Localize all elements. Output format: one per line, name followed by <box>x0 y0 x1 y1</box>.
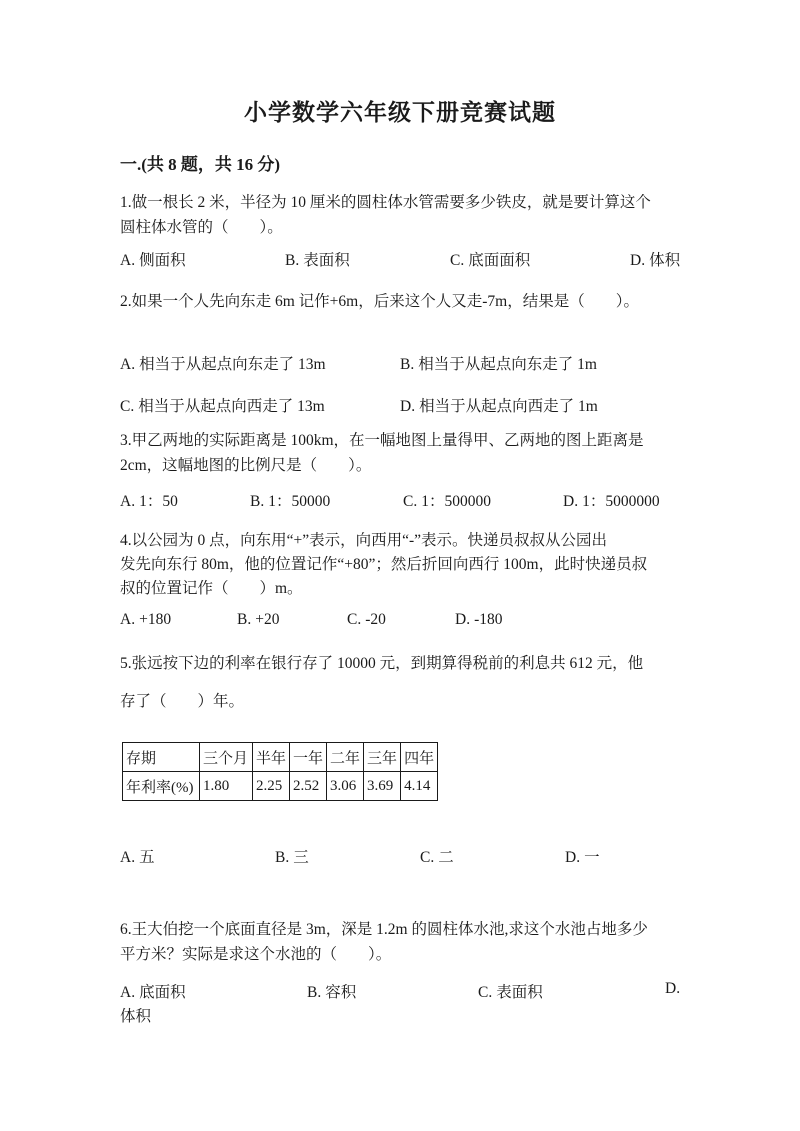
option-text: 底面积 <box>139 984 186 1001</box>
option-label: B. <box>307 984 322 1001</box>
question-5-text-line-1 <box>120 651 686 676</box>
option-a <box>120 845 155 867</box>
option-label: C. <box>120 398 135 415</box>
option-label: D. <box>630 252 646 269</box>
option-c <box>420 845 454 867</box>
option-label: A. <box>120 252 136 269</box>
table-cell-rate: 3.69 <box>364 772 401 801</box>
option-b <box>400 352 597 374</box>
option-text: 五 <box>139 849 155 866</box>
table-cell-rate: 2.25 <box>253 772 290 801</box>
question-1-options <box>120 248 686 270</box>
option-text: -20 <box>365 611 386 628</box>
option-d <box>565 845 600 867</box>
section-heading: 一.(共 8 题，共 16 分) <box>120 155 281 174</box>
option-label: B. <box>275 849 290 866</box>
option-label: D. <box>565 849 581 866</box>
option-text: 表面积 <box>496 984 543 1001</box>
table-header-row <box>123 743 438 772</box>
option-text: 侧面积 <box>139 252 186 269</box>
table-cell-rate: 3.06 <box>327 772 364 801</box>
page-title: 小学数学六年级下册竞赛试题 <box>244 100 556 125</box>
question-4-options <box>120 611 686 633</box>
table-cell-header: 四年 <box>401 743 438 772</box>
option-label: D. <box>455 611 471 628</box>
table-cell-rate: 2.52 <box>290 772 327 801</box>
option-label: C. <box>478 984 493 1001</box>
option-text: -180 <box>474 611 503 628</box>
question-2-options-row-1 <box>120 352 686 374</box>
interest-rate-table <box>122 742 438 801</box>
option-text: 相当于从起点向西走了 1m <box>419 398 598 415</box>
option-b <box>237 611 279 629</box>
question-2-text <box>120 289 686 314</box>
question-6-text <box>120 917 686 967</box>
question-3-options <box>120 489 686 511</box>
option-a <box>120 248 186 270</box>
table-cell-header: 一年 <box>290 743 327 772</box>
option-label: A. <box>120 984 136 1001</box>
option-label: D. <box>563 493 579 510</box>
question-6-options <box>120 980 686 1028</box>
option-a <box>120 489 178 511</box>
question-5-text-line-2 <box>120 689 686 714</box>
option-label: B. <box>400 356 415 373</box>
option-c <box>120 394 325 416</box>
option-text: 相当于从起点向西走了 13m <box>138 398 325 415</box>
option-label: D. <box>400 398 416 415</box>
table-cell-header: 半年 <box>253 743 290 772</box>
question-line: 6.王大伯挖一个底面直径是 3m，深是 1.2m 的圆柱体水池,求这个水池占地多少 <box>120 921 648 938</box>
option-text: +20 <box>255 611 280 628</box>
option-text: 容积 <box>325 984 357 1001</box>
table-cell-header: 三年 <box>364 743 401 772</box>
option-d <box>630 248 680 270</box>
question-line: 1.做一根长 2 米，半径为 10 厘米的圆柱体水管需要多少铁皮，就是要计算这个 <box>120 194 651 211</box>
option-text: 体积 <box>649 252 681 269</box>
option-text: 三 <box>293 849 309 866</box>
table-cell-deposit-term: 存期 <box>123 743 200 772</box>
option-text: 1：5000000 <box>582 493 660 510</box>
table-cell-header: 二年 <box>327 743 364 772</box>
option-label: B. <box>237 611 252 628</box>
option-label: A. <box>120 493 136 510</box>
option-c <box>478 980 543 1002</box>
option-text: 1：50000 <box>268 493 331 510</box>
option-d-text-wrapped: 体积 <box>120 1008 152 1025</box>
option-text: 二 <box>438 849 454 866</box>
option-label: B. <box>285 252 300 269</box>
question-line: 4.以公园为 0 点，向东用“+”表示，向西用“-”表示。快递员叔叔从公园出 <box>120 532 608 549</box>
question-1-text <box>120 190 686 240</box>
option-a <box>120 980 186 1002</box>
option-label: C. <box>403 493 418 510</box>
option-label: A. <box>120 611 136 628</box>
option-text: 1：500000 <box>421 493 491 510</box>
option-c <box>347 611 386 629</box>
option-text: 一 <box>584 849 600 866</box>
question-line: 圆柱体水管的（ ）。 <box>120 219 283 236</box>
option-label: C. <box>347 611 362 628</box>
question-line: 2cm，这幅地图的比例尺是（ ）。 <box>120 457 372 474</box>
option-d <box>400 394 598 416</box>
question-3-text <box>120 428 686 478</box>
table-rate-row <box>123 772 438 801</box>
question-line: 发先向东行 80m，他的位置记作“+80”；然后折回向西行 100m，此时快递员叔 <box>120 556 648 573</box>
option-b <box>275 845 309 867</box>
table-cell-rate: 1.80 <box>200 772 253 801</box>
question-line: 2.如果一个人先向东走 6m 记作+6m，后来这个人又走-7m，结果是（ ）。 <box>120 293 639 310</box>
option-text: 相当于从起点向东走了 1m <box>418 356 597 373</box>
question-line: 3.甲乙两地的实际距离是 100km，在一幅地图上量得甲、乙两地的图上距离是 <box>120 432 644 449</box>
option-label: A. <box>120 849 136 866</box>
option-text: 底面面积 <box>468 252 531 269</box>
option-text: 相当于从起点向东走了 13m <box>139 356 326 373</box>
option-b <box>285 248 350 270</box>
question-2-options-row-2 <box>120 394 686 416</box>
option-text: 1：50 <box>139 493 178 510</box>
option-d <box>563 489 660 511</box>
option-d-label <box>665 980 680 998</box>
option-a <box>120 352 326 374</box>
question-4-text <box>120 529 686 601</box>
option-text: +180 <box>139 611 172 628</box>
option-text: 表面积 <box>303 252 350 269</box>
question-line: 平方米？实际是求这个水池的（ ）。 <box>120 946 392 963</box>
option-label: D. <box>665 980 681 997</box>
table-cell-header: 三个月 <box>200 743 253 772</box>
option-label: A. <box>120 356 136 373</box>
option-d <box>455 611 503 629</box>
option-b <box>250 489 330 511</box>
option-c <box>450 248 530 270</box>
option-label: C. <box>450 252 465 269</box>
question-line: 叔的位置记作（ ）m。 <box>120 580 303 597</box>
option-label: C. <box>420 849 435 866</box>
option-a <box>120 611 171 629</box>
table-cell-rate: 4.14 <box>401 772 438 801</box>
option-b <box>307 980 356 1002</box>
option-label: B. <box>250 493 265 510</box>
question-5-options <box>120 845 686 867</box>
question-line: 存了（ ）年。 <box>120 693 245 710</box>
table-cell-rate-label: 年利率(%) <box>123 772 200 801</box>
question-line: 5.张远按下边的利率在银行存了 10000 元，到期算得税前的利息共 612 元，他 <box>120 655 644 672</box>
option-c <box>403 489 491 511</box>
